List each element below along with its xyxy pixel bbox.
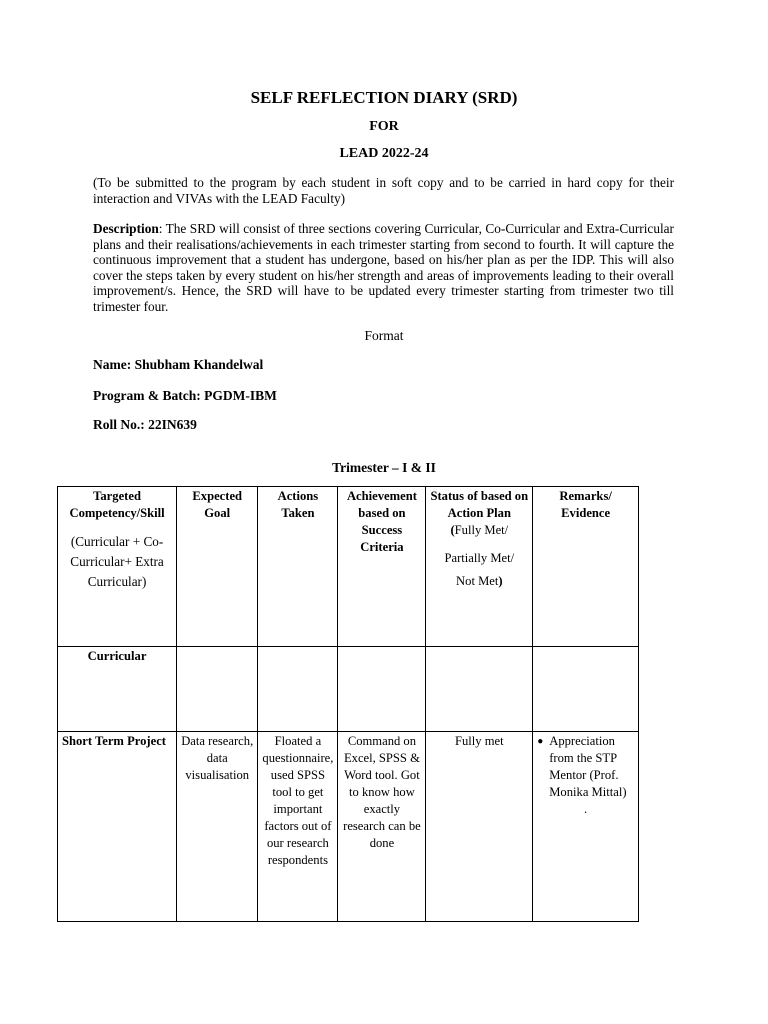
header-status <box>426 487 533 647</box>
header-competency <box>58 487 177 647</box>
format-label: Format <box>364 328 404 343</box>
header-competency-sub: (Curricular + Co-Curricular+ Extra Curricular) <box>70 534 164 589</box>
section-label-cell <box>58 647 177 732</box>
header-remarks-label: Remarks/ Evidence <box>559 489 612 520</box>
document-title: SELF REFLECTION DIARY (SRD) <box>250 88 518 107</box>
description-paragraph <box>93 221 674 315</box>
intro-paragraph: (To be submitted to the program by each student in soft copy and to be carried in hard copy for their interaction and VIVAs with the LEAD Faculty) <box>93 175 674 206</box>
table-header-row <box>58 487 639 647</box>
srd-table <box>57 486 639 922</box>
empty-cell <box>177 647 258 732</box>
header-goal <box>177 487 258 647</box>
header-actions <box>258 487 338 647</box>
program-batch: Program & Batch: PGDM-IBM <box>93 388 277 403</box>
description-label: Description <box>93 221 159 236</box>
status-option-not: Not Met <box>456 574 499 588</box>
header-goal-label: Expected Goal <box>192 489 243 520</box>
header-actions-label: Actions Taken <box>277 489 319 520</box>
empty-cell <box>426 647 533 732</box>
trimester-heading: Trimester – I & II <box>332 460 436 475</box>
table-row-curricular <box>58 647 639 732</box>
row-remarks <box>533 732 639 922</box>
row-goal: Data research, data visualisation <box>177 732 258 922</box>
document-program: LEAD 2022-24 <box>339 146 429 161</box>
roll-number: Roll No.: 22IN639 <box>93 417 197 432</box>
header-status-open: ( <box>450 523 455 537</box>
header-achievement <box>338 487 426 647</box>
student-name: Name: Shubham Khandelwal <box>93 357 264 372</box>
empty-cell <box>533 647 639 732</box>
table-row <box>58 732 639 922</box>
header-remarks <box>533 487 639 647</box>
empty-cell <box>338 647 426 732</box>
empty-cell <box>258 647 338 732</box>
header-competency-label: Targeted Competency/Skill <box>69 489 165 520</box>
header-status-close: ) <box>498 574 503 588</box>
remarks-extra: . <box>584 802 588 816</box>
section-label: Curricular <box>87 649 147 663</box>
row-competency <box>58 732 177 922</box>
remarks-list <box>537 733 634 801</box>
row-competency-label: Short Term Project <box>62 734 166 748</box>
header-achievement-label: Achievement based on Success Criteria <box>346 489 417 554</box>
header-status-label: Status of based on Action Plan <box>430 489 529 520</box>
document-for: FOR <box>369 119 399 134</box>
remarks-item: ● Appreciation from the STP Mentor (Prof. Monika Mittal) <box>537 733 634 801</box>
row-actions: Floated a questionnaire, used SPSS tool to get important factors out of our research respondents <box>258 732 338 922</box>
row-achievement: Command on Excel, SPSS & Word tool. Got to know how exactly research can be done <box>338 732 426 922</box>
status-option-fully: Fully Met/ <box>454 523 509 537</box>
row-status: Fully met <box>426 732 533 922</box>
description-text: : The SRD will consist of three sections covering Curricular, Co-Curricular and Extra-Curricular plans and their realisations/achievements in each trimester starting from second to fourth. It will capture the continuous improvement that a student has undergone, based on his/her plan as per the IDP. This will also cover the steps taken by every student on his/her strength and areas of improvements leading to their overall improvement/s. Hence, the SRD will have to be updated every trimester starting from trimester two till trimester four. <box>93 221 674 314</box>
status-option-partially: Partially Met/ <box>444 551 515 565</box>
